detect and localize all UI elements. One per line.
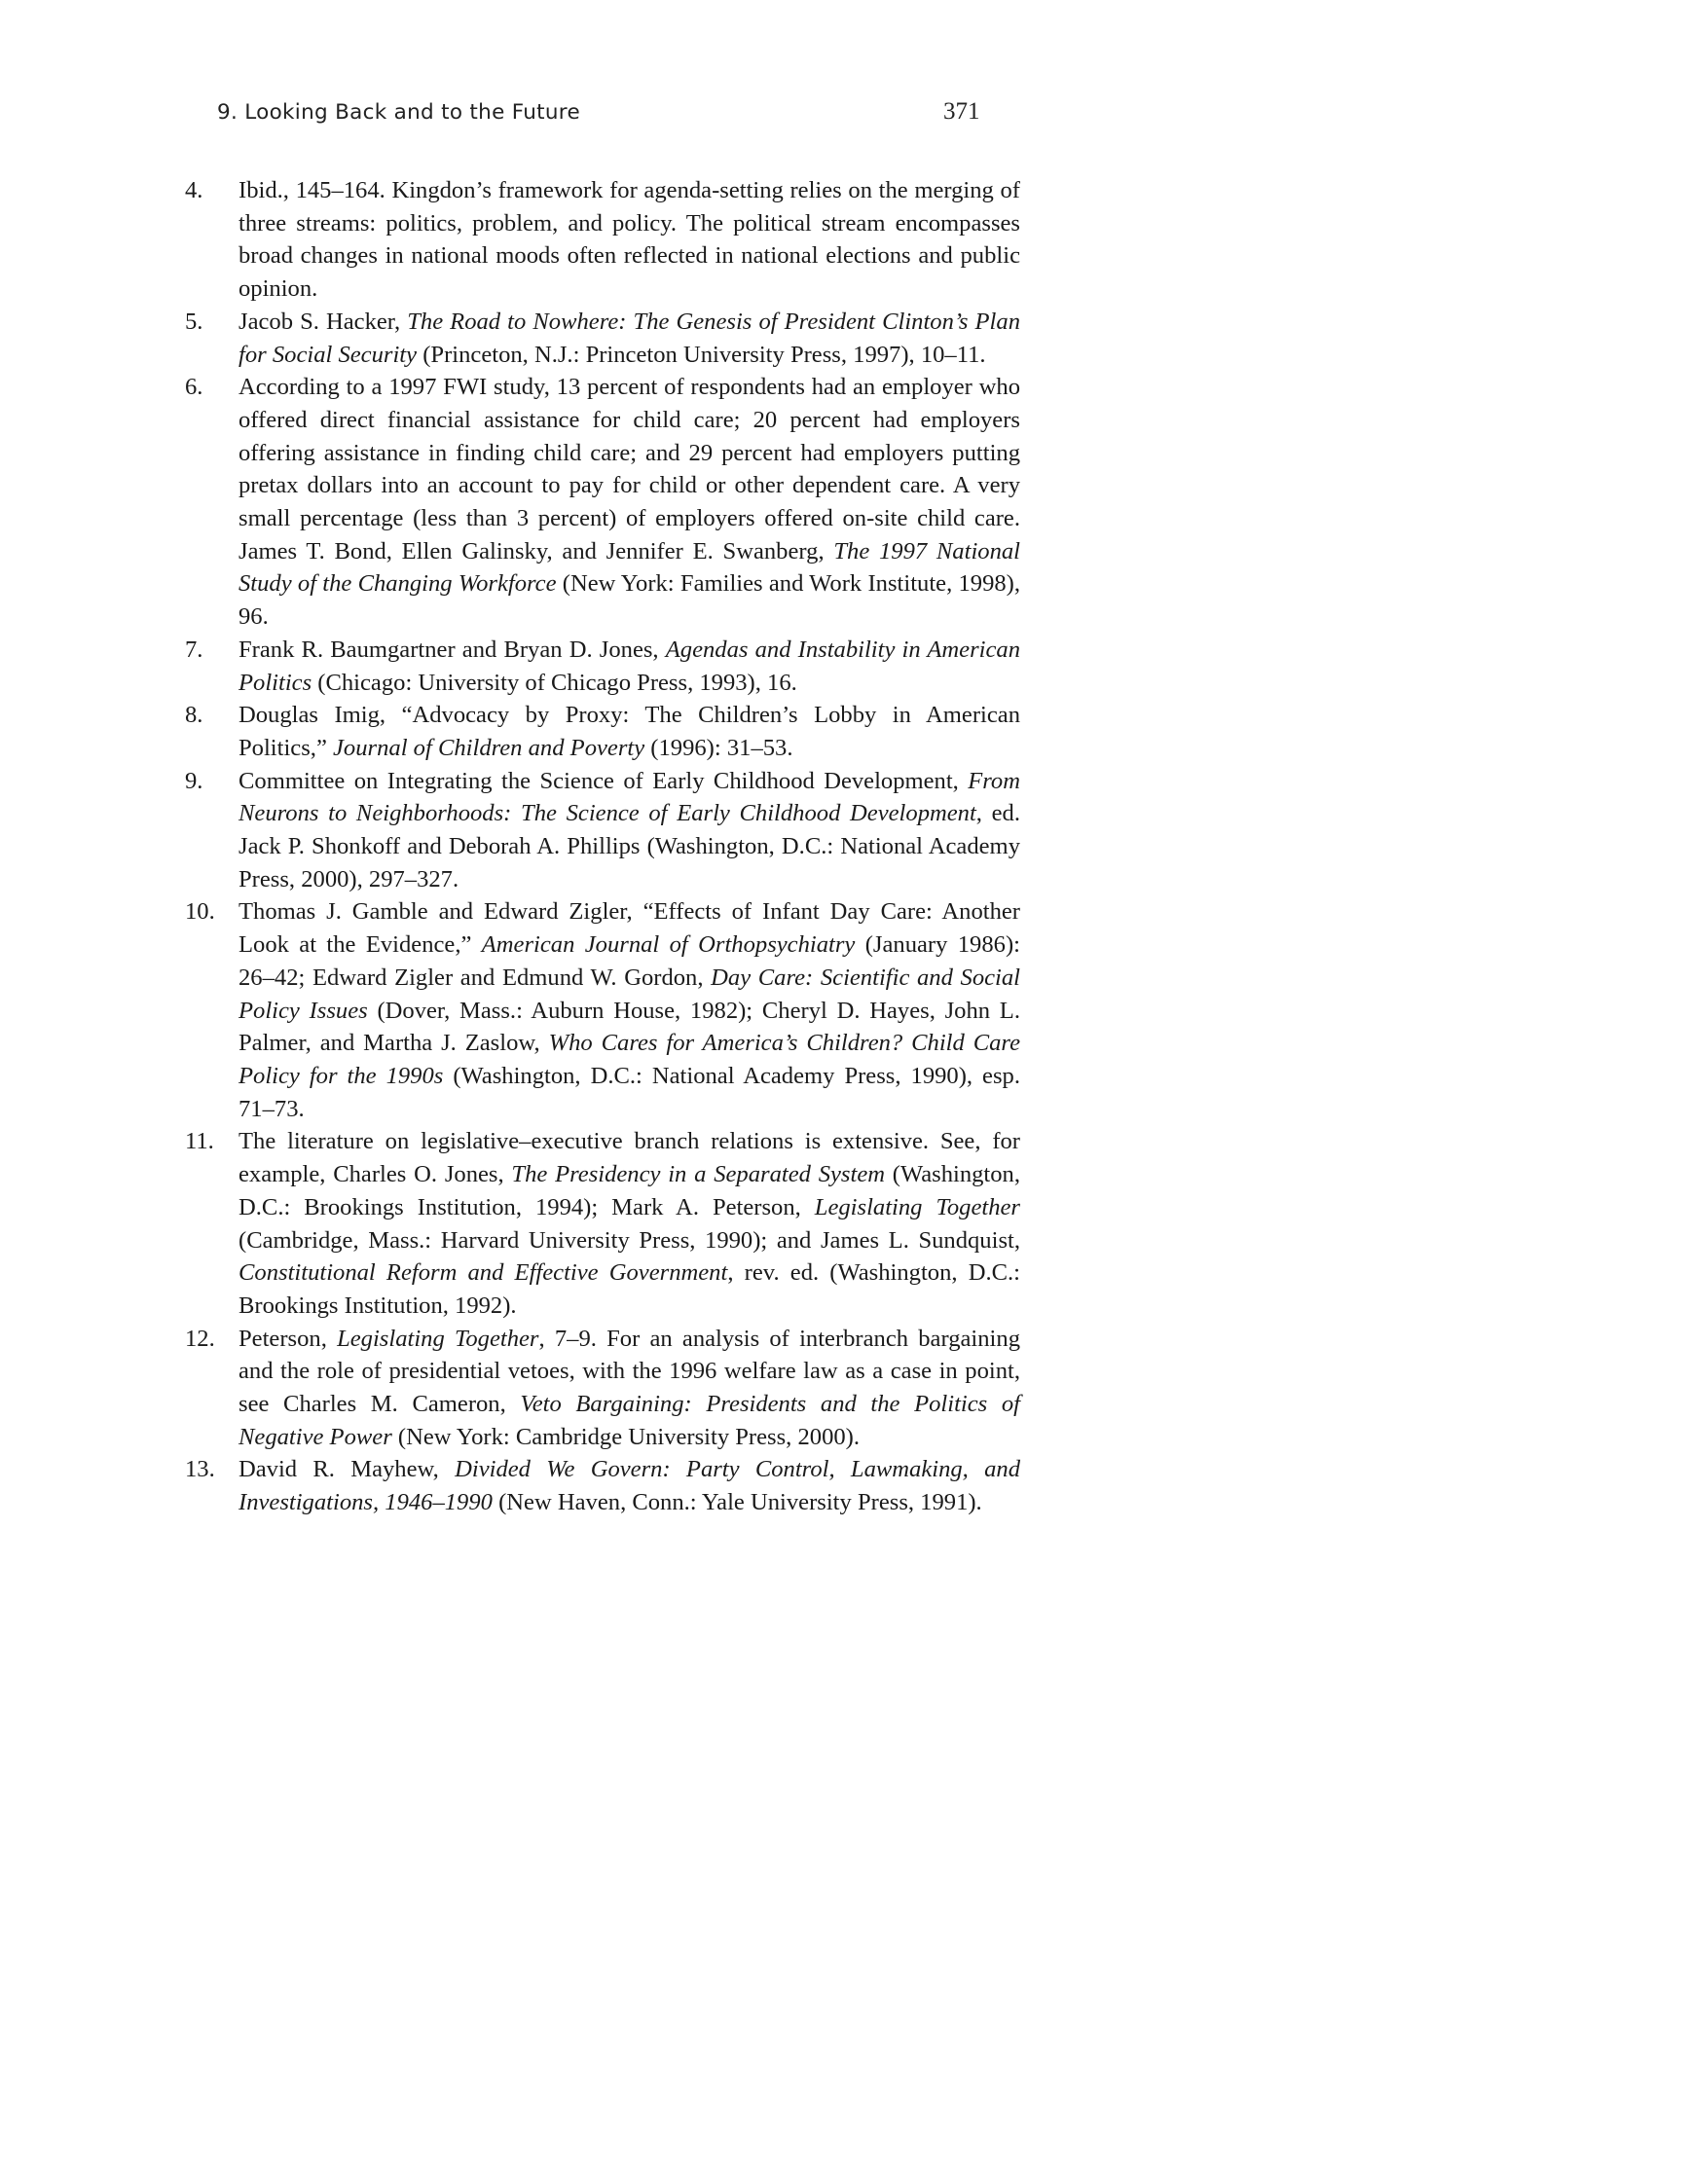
endnote-text-run: According to a 1997 FWI study, 13 percent of respondents had an employer who offered direct financial assistance for child care; 20 percent had employers offering assistance in finding child care; and 29 percent had employers putting pretax dollars into an account to pay for child or other dependent care. A very small percentage (less than 3 percent) of employers offered on-site child care. James T. Bond, Ellen Galinsky, and Jennifer E. Swanberg, bbox=[239, 374, 1020, 564]
cited-work-title: Veto Bargaining: Presidents and the Politics of Negative Power bbox=[239, 1391, 1021, 1450]
cited-work-title: The Presidency in a Separated System bbox=[511, 1161, 885, 1188]
endnote-text-run: (New York: Families and Work Institute, 1998), 96. bbox=[239, 570, 1021, 631]
endnote-number: 10. bbox=[185, 898, 215, 926]
endnote-text-run: , ed. Jack P. Shonkoff and Deborah A. Phillips (Washington, D.C.: National Academy Press, 2000), 297–327. bbox=[239, 800, 1020, 892]
endnote-text bbox=[239, 309, 1020, 368]
endnote-text-run: Peterson, bbox=[239, 1325, 338, 1352]
endnote-item bbox=[185, 634, 1020, 699]
running-title: 9. Looking Back and to the Future bbox=[217, 100, 581, 125]
endnote-number: 5. bbox=[185, 308, 203, 335]
cited-work-title: Constitutional Reform and Effective Government bbox=[239, 1259, 728, 1287]
endnote-text bbox=[239, 1456, 1020, 1515]
running-head bbox=[217, 100, 986, 131]
endnote-item bbox=[185, 765, 1020, 896]
endnote-text bbox=[239, 637, 1020, 696]
endnote-text-run: Douglas Imig, “Advocacy by Proxy: The Children’s Lobby in American Politics,” bbox=[239, 702, 1020, 761]
endnote-item bbox=[185, 1125, 1020, 1322]
endnote-text-run: (Chicago: University of Chicago Press, 1993), 16. bbox=[312, 669, 797, 696]
cited-work-title: The 1997 National Study of the Changing Workforce bbox=[239, 537, 1020, 598]
endnote-text-run: (Dover, Mass.: Auburn House, 1982); Cheryl D. Hayes, John L. Palmer, and Martha J. Zaslow, bbox=[239, 997, 1020, 1057]
cited-work-title: From Neurons to Neighborhoods: The Science of Early Childhood Development bbox=[239, 767, 1020, 827]
endnote-item bbox=[185, 895, 1020, 1125]
endnote-number: 4. bbox=[185, 177, 203, 203]
endnote-number: 11. bbox=[185, 1128, 214, 1155]
endnote-text-run: (New Haven, Conn.: Yale University Press, 1991). bbox=[492, 1489, 982, 1516]
endnote-text-run: (January 1986): 26–42; Edward Zigler and Edmund W. Gordon, bbox=[239, 931, 1020, 991]
cited-work-title: Divided We Govern: Party Control, Lawmaking, and Investigations, 1946–1990 bbox=[239, 1456, 1020, 1516]
endnote-text-run: (Washington, D.C.: National Academy Press, 1990), esp. 71–73. bbox=[239, 1062, 1020, 1122]
endnote-text bbox=[239, 177, 1020, 302]
endnote-number: 6. bbox=[185, 374, 203, 401]
endnote-text-run: (New York: Cambridge University Press, 2000). bbox=[391, 1423, 861, 1450]
endnote-item bbox=[185, 1453, 1020, 1518]
endnote-item bbox=[185, 699, 1020, 764]
cited-work-title: The Road to Nowhere: The Genesis of President Clinton’s Plan for Social Security bbox=[239, 308, 1020, 368]
endnote-text bbox=[239, 374, 1020, 630]
endnote-text-run: (Washington, D.C.: Brookings Institution, 1994); Mark A. Peterson, bbox=[239, 1161, 1020, 1220]
endnote-text bbox=[239, 1128, 1020, 1319]
endnote-item bbox=[185, 174, 1020, 306]
endnote-text-run: David R. Mayhew, bbox=[239, 1456, 456, 1483]
endnote-item bbox=[185, 306, 1020, 371]
endnotes-list bbox=[185, 174, 1020, 1519]
endnote-text-run: Ibid., 145–164. Kingdon’s framework for agenda-setting relies on the merging of three streams: politics, problem, and policy. The political stream encompasses broad changes in national moods often reflected in national elections and public opinion. bbox=[239, 177, 1020, 303]
endnote-text bbox=[239, 898, 1020, 1121]
endnote-text-run: , 7–9. For an analysis of interbranch bargaining and the role of presidential vetoes, with the 1996 welfare law as a case in point, see Charles M. Cameron, bbox=[239, 1325, 1020, 1418]
endnote-text-run: (Princeton, N.J.: Princeton University Press, 1997), 10–11. bbox=[417, 341, 986, 368]
endnote-text-run: Committee on Integrating the Science of Early Childhood Development, bbox=[239, 767, 969, 794]
endnote-item bbox=[185, 1323, 1020, 1454]
cited-work-title: Legislating Together bbox=[337, 1325, 539, 1352]
cited-work-title: Journal of Children and Poverty bbox=[333, 734, 645, 761]
endnote-text-run: Frank R. Baumgartner and Bryan D. Jones, bbox=[239, 636, 666, 663]
cited-work-title: American Journal of Orthopsychiatry bbox=[481, 931, 856, 959]
endnote-text-run: Thomas J. Gamble and Edward Zigler, “Effects of Infant Day Care: Another Look at the Evidence,” bbox=[239, 898, 1020, 959]
endnote-number: 13. bbox=[185, 1456, 215, 1483]
cited-work-title: Who Cares for America’s Children? Child Care Policy for the 1990s bbox=[239, 1030, 1020, 1089]
endnote-text bbox=[239, 1326, 1020, 1450]
endnote-number: 9. bbox=[185, 767, 203, 794]
endnote-text-run: Jacob S. Hacker, bbox=[239, 308, 408, 335]
endnote-text bbox=[239, 702, 1020, 761]
page-number: 371 bbox=[943, 98, 980, 125]
cited-work-title: Agendas and Instability in American Politics bbox=[239, 636, 1020, 696]
endnote-number: 7. bbox=[185, 636, 203, 663]
cited-work-title: Legislating Together bbox=[814, 1193, 1020, 1220]
endnote-text-run: The literature on legislative–executive branch relations is extensive. See, for example, Charles O. Jones, bbox=[239, 1128, 1020, 1188]
endnote-text bbox=[239, 768, 1020, 892]
endnote-item bbox=[185, 371, 1020, 634]
endnote-number: 12. bbox=[185, 1325, 215, 1352]
endnote-text-run: (Cambridge, Mass.: Harvard University Press, 1990); and James L. Sundquist, bbox=[239, 1226, 1020, 1254]
endnote-number: 8. bbox=[185, 702, 203, 729]
cited-work-title: Day Care: Scientific and Social Policy Issues bbox=[239, 964, 1020, 1024]
endnote-text-run: , rev. ed. (Washington, D.C.: Brookings Institution, 1992). bbox=[239, 1259, 1020, 1319]
endnote-text-run: (1996): 31–53. bbox=[644, 734, 793, 761]
